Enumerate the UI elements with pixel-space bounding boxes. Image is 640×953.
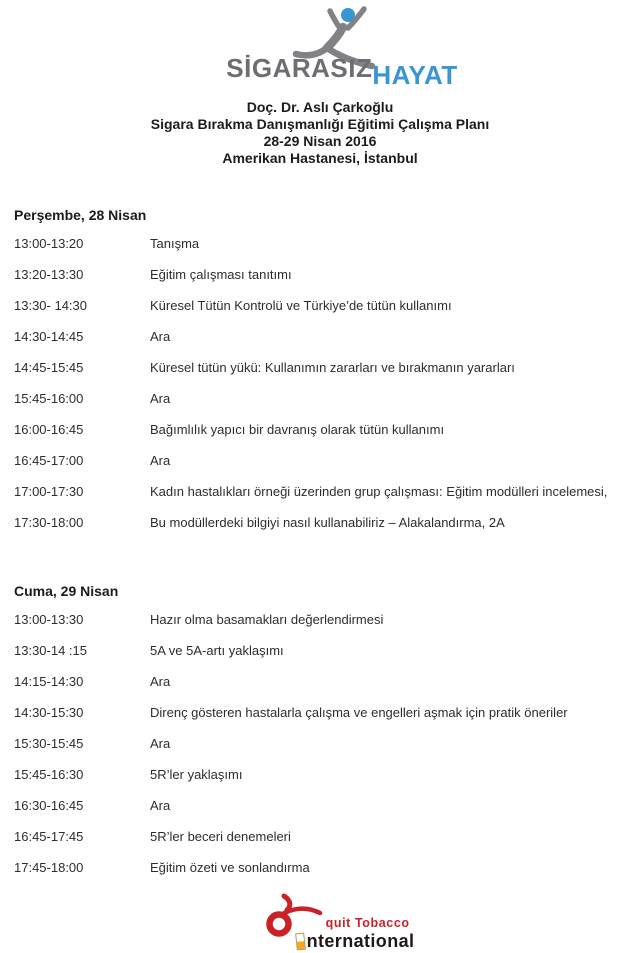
title-line-dates: 28-29 Nisan 2016: [263, 133, 377, 149]
logo-text-hayat: HAYAT: [372, 60, 458, 90]
row-activity: 5A ve 5A-artı yaklaşımı: [150, 643, 284, 658]
day-rows: [14, 612, 636, 891]
schedule-row: [14, 267, 636, 298]
footer-logo-inner: [254, 893, 415, 951]
schedule-day: [14, 206, 636, 546]
row-time: 16:30-16:45: [14, 798, 84, 813]
schedule-row: [14, 329, 636, 360]
row-time: 16:45-17:45: [14, 829, 84, 844]
schedule-row: [14, 422, 636, 453]
title-line-program: Sigara Bırakma Danışmanlığı Eğitimi Çalışma Planı: [150, 116, 490, 132]
row-activity: Tanışma: [150, 236, 200, 251]
row-time: 13:00-13:30: [14, 612, 84, 627]
row-time: 13:30-14 :15: [14, 643, 88, 658]
row-time: 17:00-17:30: [14, 484, 84, 499]
schedule-row: [14, 236, 636, 267]
sigarasiz-hayat-logo: [22, 4, 640, 90]
row-activity: Eğitim özeti ve sonlandırma: [150, 860, 310, 875]
schedule-row: [14, 829, 636, 860]
international-label: nternational: [306, 931, 415, 951]
row-time: 15:45-16:30: [14, 767, 84, 782]
logo-text-sigarasiz: SİGARASIZ: [226, 53, 373, 83]
schedule-row: [14, 736, 636, 767]
row-activity: Ara: [150, 453, 171, 468]
schedule-row: [14, 484, 636, 515]
cigarette-icon: [295, 933, 306, 951]
row-time: 17:30-18:00: [14, 515, 84, 530]
row-activity: Ara: [150, 391, 171, 406]
row-time: 14:45-15:45: [14, 360, 84, 375]
row-time: 13:20-13:30: [14, 267, 84, 282]
row-activity: Bu modüllerdeki bilgiyi nasıl kullanabiliriz – Alakalandırma, 2A: [150, 515, 505, 530]
schedule-row: [14, 767, 636, 798]
schedule-row: [14, 798, 636, 829]
row-time: 14:30-15:30: [14, 705, 84, 720]
row-activity: Küresel tütün yükü: Kullanımın zararları ve bırakmanın yararları: [150, 360, 515, 375]
row-time: 15:45-16:00: [14, 391, 84, 406]
day-heading: Cuma, 29 Nisan: [14, 583, 119, 599]
schedule-row: [14, 453, 636, 484]
day-heading: Perşembe, 28 Nisan: [14, 207, 147, 223]
row-time: 14:30-14:45: [14, 329, 84, 344]
logo-wordmark: [226, 53, 458, 90]
row-activity: 5R’ler beceri denemeleri: [150, 829, 291, 844]
row-activity: Küresel Tütün Kontrolü ve Türkiye’de tütün kullanımı: [150, 298, 452, 313]
row-activity: Ara: [150, 674, 171, 689]
schedule-day: [14, 582, 636, 891]
row-time: 13:00-13:20: [14, 236, 84, 251]
international-line: [296, 931, 415, 951]
schedule-row: [14, 515, 636, 546]
day-rows: [14, 236, 636, 546]
row-time: 16:00-16:45: [14, 422, 84, 437]
row-activity: Eğitim çalışması tanıtımı: [150, 267, 292, 282]
row-activity: Ara: [150, 329, 171, 344]
schedule: [14, 206, 636, 891]
schedule-row: [14, 360, 636, 391]
row-activity: Bağımlılık yapıcı bir davranış olarak tütün kullanımı: [150, 422, 445, 437]
row-activity: Ara: [150, 798, 171, 813]
schedule-row: [14, 612, 636, 643]
row-time: 13:30- 14:30: [14, 298, 88, 313]
schedule-row: [14, 643, 636, 674]
title-line-author: Doç. Dr. Aslı Çarkoğlu: [246, 99, 394, 115]
row-activity: Kadın hastalıkları örneği üzerinden grup çalışması: Eğitim modülleri incelemesi,: [150, 484, 608, 499]
row-time: 15:30-15:45: [14, 736, 84, 751]
row-time: 16:45-17:00: [14, 453, 84, 468]
document-title-block: [0, 99, 640, 167]
schedule-row: [14, 705, 636, 736]
schedule-row: [14, 391, 636, 422]
row-activity: Hazır olma basamakları değerlendirmesi: [150, 612, 384, 627]
title-line-venue: Amerikan Hastanesi, İstanbul: [222, 150, 418, 166]
quit-tobacco-international-logo: [14, 893, 640, 951]
quit-tobacco-label: quit Tobacco: [325, 916, 410, 930]
row-activity: Ara: [150, 736, 171, 751]
schedule-row: [14, 674, 636, 705]
row-activity: 5R’ler yaklaşımı: [150, 767, 243, 782]
footer-logo-text: [296, 916, 415, 951]
row-activity: Direnç gösteren hastalarla çalışma ve engelleri aşmak için pratik öneriler: [150, 705, 568, 720]
schedule-row: [14, 298, 636, 329]
schedule-row: [14, 860, 636, 891]
row-time: 17:45-18:00: [14, 860, 84, 875]
row-time: 14:15-14:30: [14, 674, 84, 689]
